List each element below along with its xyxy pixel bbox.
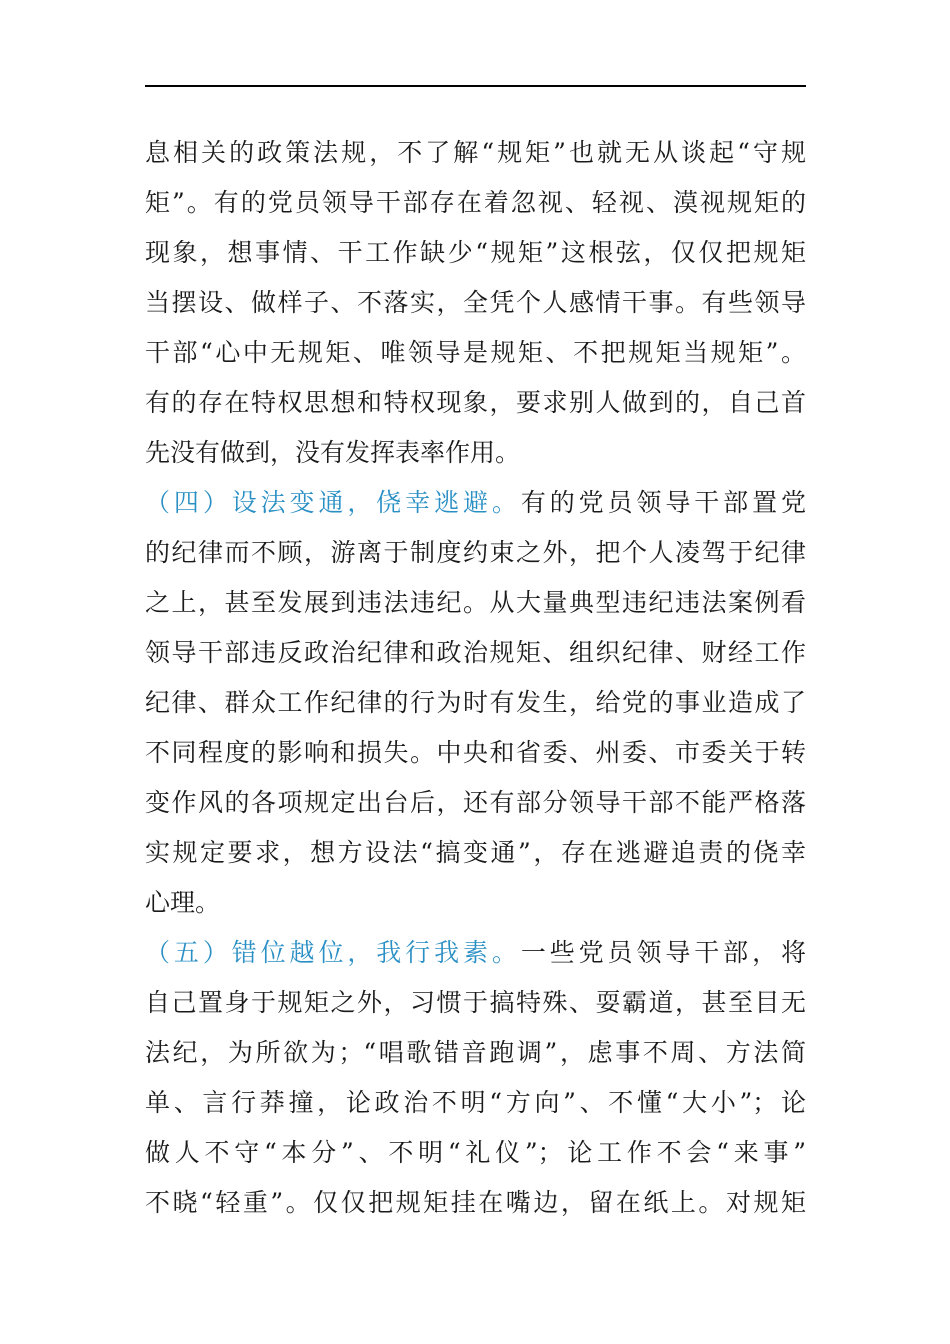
text-line: 先没有做到，没有发挥表率作用。: [145, 438, 521, 467]
text-line: 单、言行莽撞，论政治不明“方向”、不懂“大小”；论: [145, 1088, 806, 1117]
text-line: 不晓“轻重”。仅仅把规矩挂在嘴边，留在纸上。对规矩: [145, 1188, 806, 1217]
text-line: 息相关的政策法规，不了解“规矩”也就无从谈起“守规: [145, 138, 806, 167]
text-line: 之上，甚至发展到违法违纪。从大量典型违纪违法案例看: [145, 588, 806, 617]
paragraph-3: [145, 928, 806, 1228]
document-body: [145, 128, 806, 1228]
text-run: 有的党员领导干部置党: [520, 488, 806, 517]
text-line: 变作风的各项规定出台后，还有部分领导干部不能严格落: [145, 788, 806, 817]
text-run: 一些党员领导干部，将: [520, 938, 806, 967]
text-line: 干部“心中无规矩、唯领导是规矩、不把规矩当规矩”。: [145, 338, 806, 367]
text-line: 现象，想事情、干工作缺少“规矩”这根弦，仅仅把规矩: [145, 238, 806, 267]
text-line: 当摆设、做样子、不落实，全凭个人感情干事。有些领导: [145, 288, 806, 317]
text-line: 心理。: [145, 888, 221, 917]
text-line-with-heading: [145, 928, 806, 978]
text-line: 有的存在特权思想和特权现象，要求别人做到的，自己首: [145, 388, 806, 417]
text-line: 纪律、群众工作纪律的行为时有发生，给党的事业造成了: [145, 688, 806, 717]
header-rule: [145, 85, 806, 87]
section-heading-4: （四）设法变通，侥幸逃避。: [145, 488, 521, 517]
text-line: 实规定要求，想方设法“搞变通”，存在逃避追责的侥幸: [145, 838, 806, 867]
paragraph-1: [145, 128, 806, 478]
text-line: 领导干部违反政治纪律和政治规矩、组织纪律、财经工作: [145, 638, 806, 667]
text-line: 不同程度的影响和损失。中央和省委、州委、市委关于转: [145, 738, 806, 767]
text-line: 矩”。有的党员领导干部存在着忽视、轻视、漠视规矩的: [145, 188, 806, 217]
text-line: 自己置身于规矩之外，习惯于搞特殊、耍霸道，甚至目无: [145, 988, 806, 1017]
text-line-with-heading: [145, 478, 806, 528]
text-line: 的纪律而不顾，游离于制度约束之外，把个人凌驾于纪律: [145, 538, 806, 567]
section-heading-5: （五）错位越位，我行我素。: [145, 938, 521, 967]
text-line: 做人不守“本分”、不明“礼仪”；论工作不会“来事”: [145, 1138, 806, 1167]
text-line: 法纪，为所欲为；“唱歌错音跑调”，虑事不周、方法简: [145, 1038, 806, 1067]
paragraph-2: [145, 478, 806, 928]
